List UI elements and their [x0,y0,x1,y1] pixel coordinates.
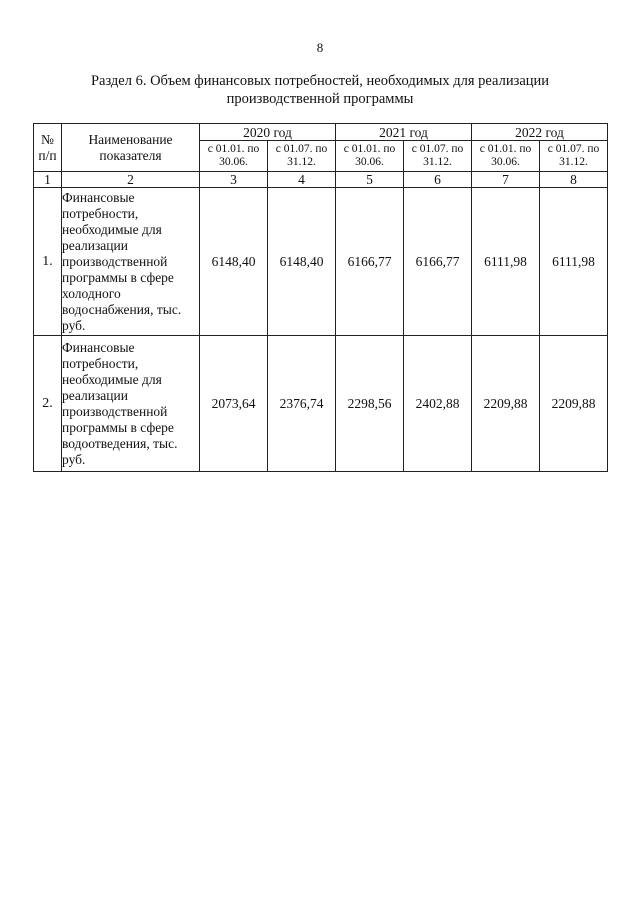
row-indicator-name: Финансовые потребности, необходимые для реализации производственной программы в сфере холодного водоснабжения, тыс. руб. [62,188,200,336]
row-value: 2298,56 [336,336,404,472]
row-number: 1. [34,188,62,336]
header-period: с 01.01. по 30.06. [472,141,540,172]
header-num: № п/п [34,124,62,172]
header-row-years [34,124,608,141]
header-year-2020: 2020 год [200,124,336,141]
row-number: 2. [34,336,62,472]
row-value: 6111,98 [472,188,540,336]
column-index: 3 [200,172,268,188]
row-value: 2376,74 [268,336,336,472]
table-row [34,188,608,336]
header-name: Наименование показателя [62,124,200,172]
column-index: 1 [34,172,62,188]
row-value: 2073,64 [200,336,268,472]
section-title: Раздел 6. Объем финансовых потребностей, необходимых для реализации производственной программы [90,73,550,107]
row-value: 2209,88 [540,336,608,472]
column-index: 6 [404,172,472,188]
header-row-column-index [34,172,608,188]
header-period: с 01.01. по 30.06. [200,141,268,172]
row-value: 6148,40 [268,188,336,336]
header-period: с 01.01. по 30.06. [336,141,404,172]
row-value: 6166,77 [404,188,472,336]
header-period: с 01.07. по 31.12. [540,141,608,172]
row-value: 2402,88 [404,336,472,472]
table-row [34,336,608,472]
column-index: 2 [62,172,200,188]
financial-needs-table [33,123,608,472]
column-index: 5 [336,172,404,188]
row-value: 6166,77 [336,188,404,336]
header-year-2022: 2022 год [472,124,608,141]
header-period: с 01.07. по 31.12. [268,141,336,172]
column-index: 4 [268,172,336,188]
row-value: 6111,98 [540,188,608,336]
header-period: с 01.07. по 31.12. [404,141,472,172]
column-index: 7 [472,172,540,188]
header-year-2021: 2021 год [336,124,472,141]
row-value: 2209,88 [472,336,540,472]
row-indicator-name: Финансовые потребности, необходимые для реализации производственной программы в сфере водоотведения, тыс. руб. [62,336,200,472]
page-number: 8 [316,40,324,55]
row-value: 6148,40 [200,188,268,336]
column-index: 8 [540,172,608,188]
